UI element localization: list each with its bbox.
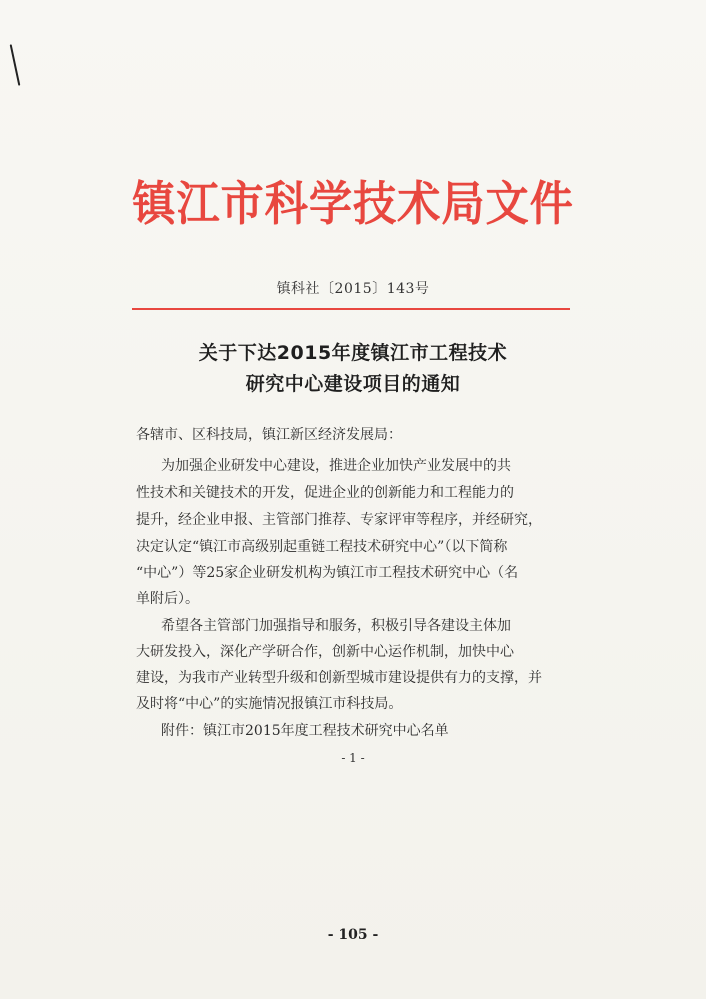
- body-paragraph-1-line-6: 单附后）。: [136, 591, 199, 607]
- header-divider: [132, 308, 570, 310]
- notice-title-line-2: 研究中心建设项目的通知: [245, 373, 461, 395]
- document-header-title: 镇江市科学技术局文件: [132, 177, 574, 232]
- body-paragraph-1-line-5: “中心”）等25家企业研发机构为镇江市工程技术研究中心（名: [136, 565, 519, 581]
- body-paragraph-1-line-1: 为加强企业研发中心建设，推进企业加快产业发展中的共: [161, 458, 511, 474]
- document-number: 镇科社〔2015〕143号: [276, 281, 430, 297]
- body-paragraph-2-line-1: 希望各主管部门加强指导和服务，积极引导各建设主体加: [161, 618, 511, 634]
- body-paragraph-1-line-4: 决定认定“镇江市高级别起重链工程技术研究中心”（以下简称: [136, 539, 508, 555]
- attachment-line: 附件：镇江市2015年度工程技术研究中心名单: [161, 723, 449, 739]
- outer-page-number: - 105 -: [327, 927, 379, 943]
- body-paragraph-1-line-2: 性技术和关键技术的开发，促进企业的创新能力和工程能力的: [136, 485, 514, 501]
- inner-page-number: - 1 -: [341, 751, 365, 765]
- binding-mark: [10, 44, 21, 85]
- body-paragraph-2-line-3: 建设，为我市产业转型升级和创新型城市建设提供有力的支撑，并: [136, 670, 542, 686]
- body-paragraph-1-line-3: 提升，经企业申报、主管部门推荐、专家评审等程序，并经研究，: [136, 512, 542, 528]
- addressee-line: 各辖市、区科技局，镇江新区经济发展局：: [136, 427, 402, 443]
- notice-title-line-1: 关于下达2015年度镇江市工程技术: [198, 342, 508, 364]
- body-paragraph-2-line-4: 及时将“中心”的实施情况报镇江市科技局。: [136, 696, 403, 712]
- body-paragraph-2-line-2: 大研发投入，深化产学研合作，创新中心运作机制，加快中心: [136, 644, 514, 660]
